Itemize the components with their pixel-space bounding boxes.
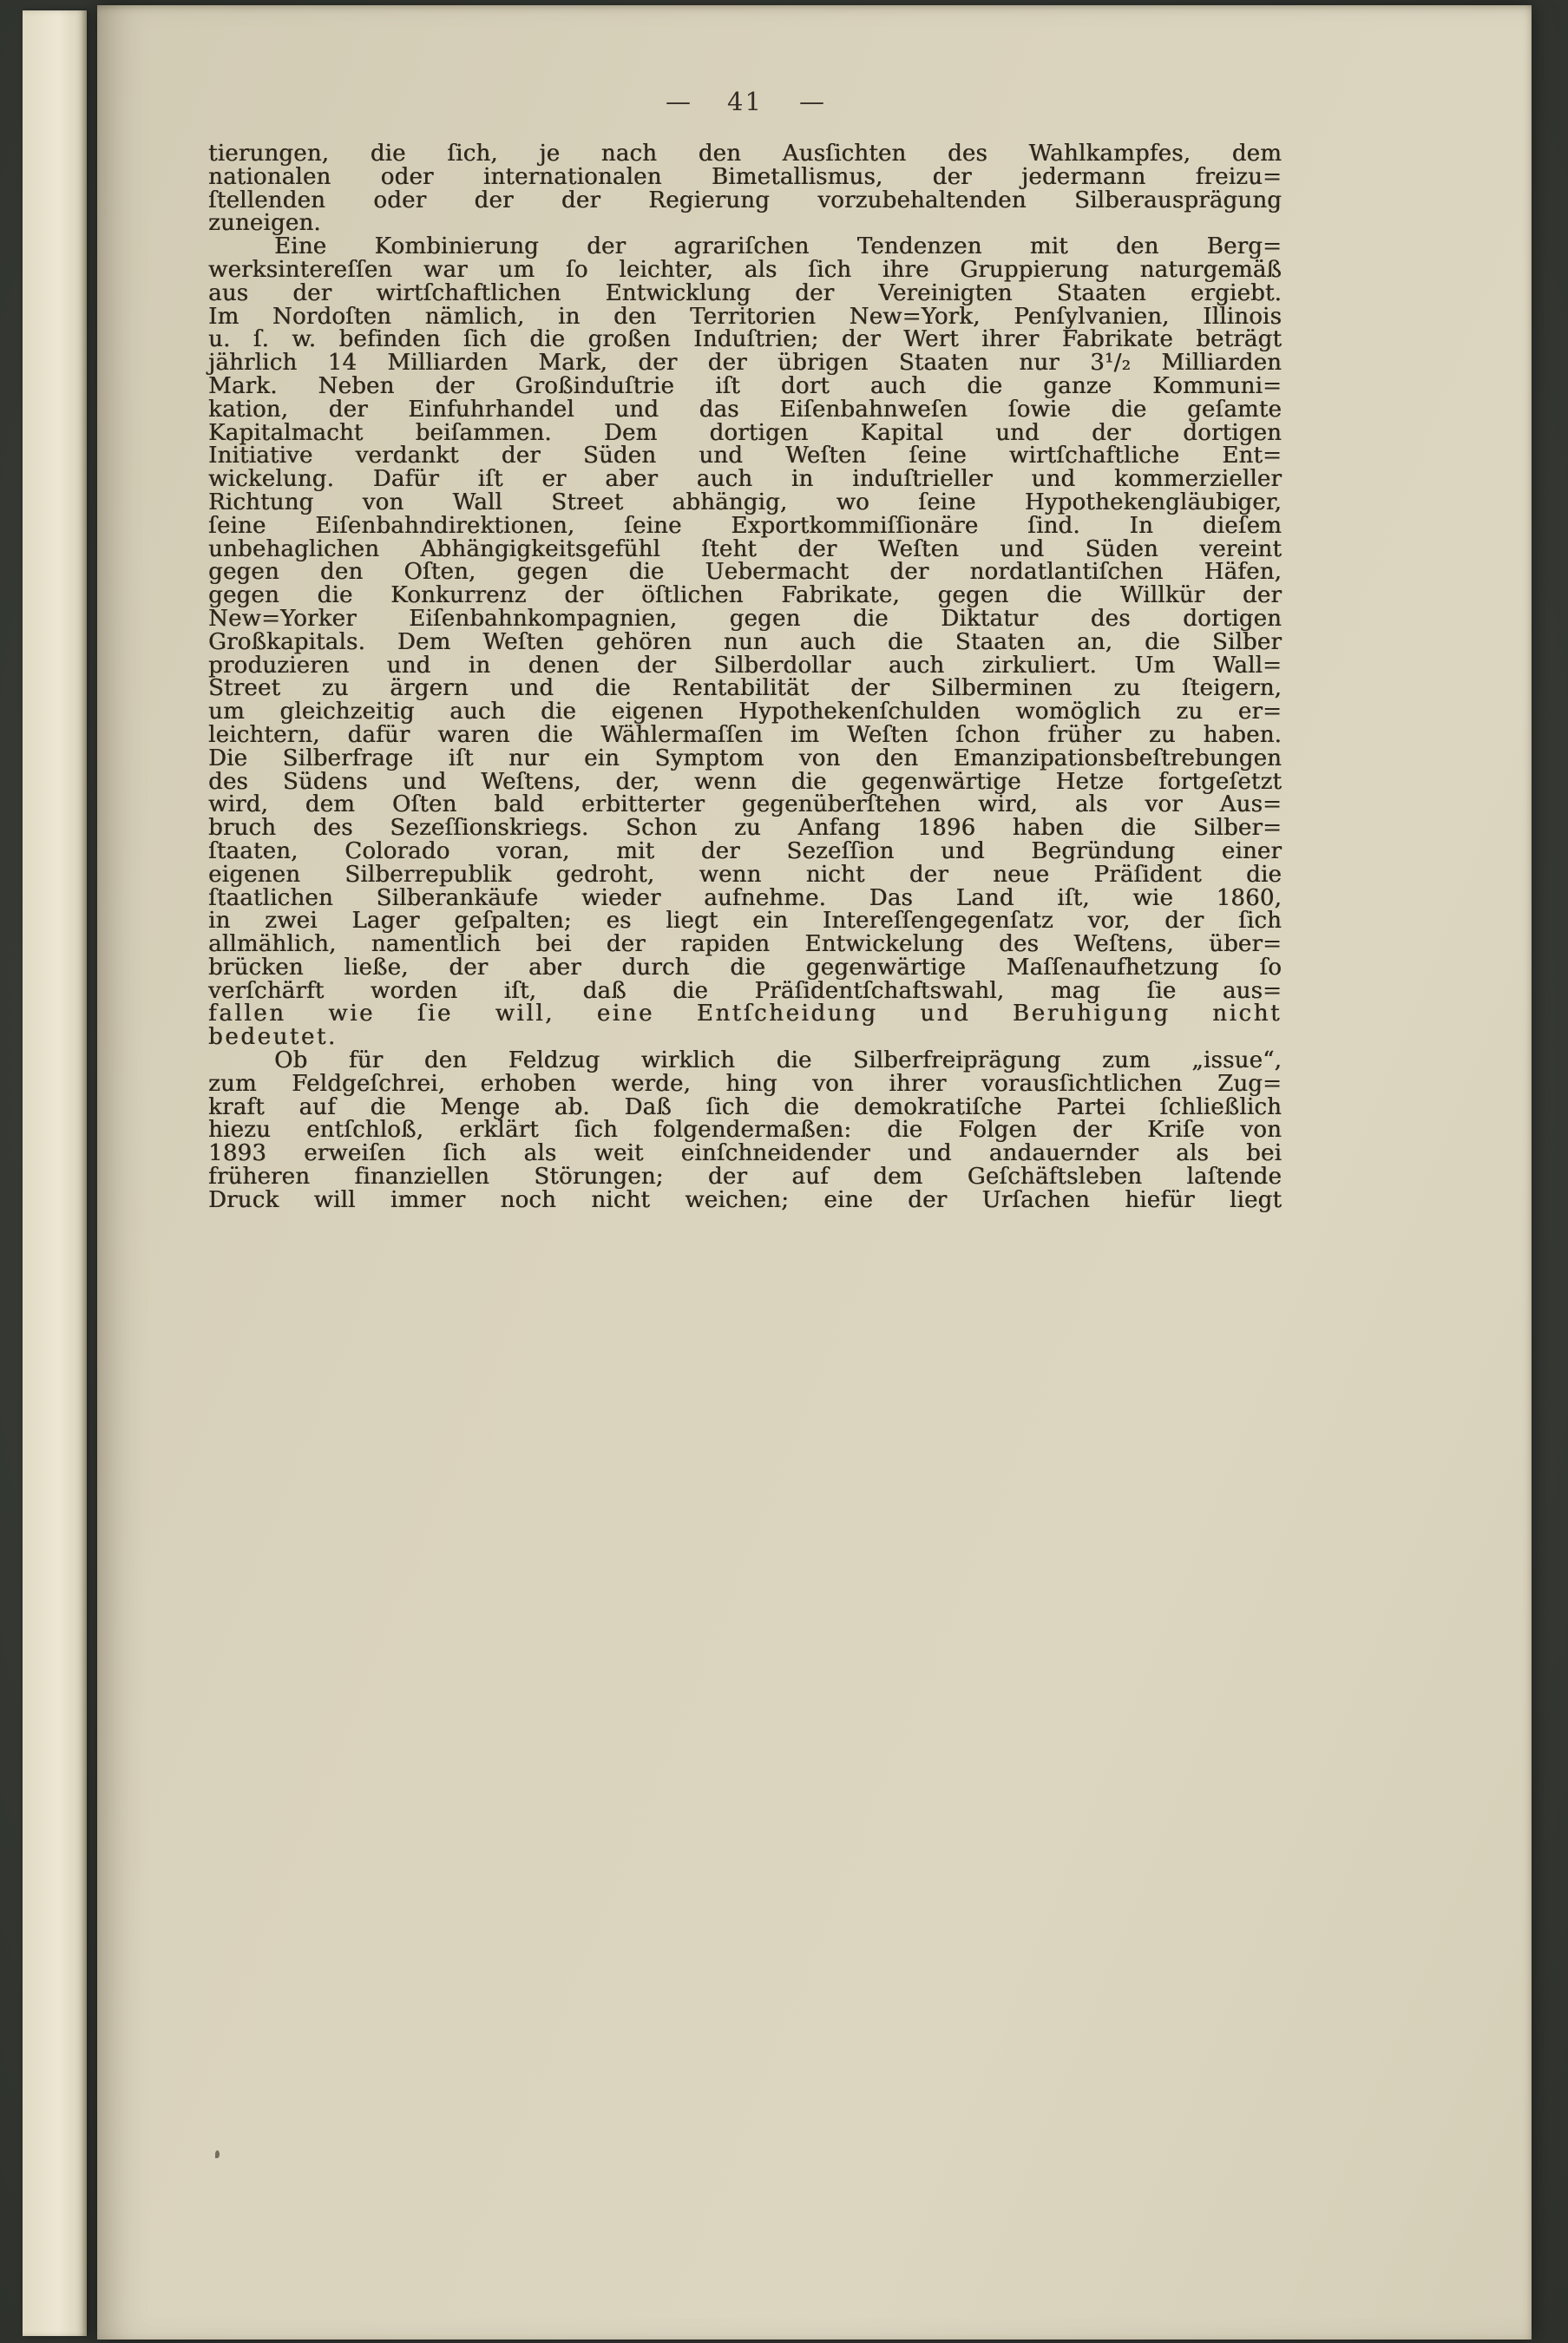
text-line: leichtern, dafür waren die Wählermaſſen im Weſten ſchon früher zu haben. [208,721,1282,748]
text-line: u. ſ. w. befinden ſich die großen Induſtrien; der Wert ihrer Fabrikate beträgt [208,326,1282,353]
text-line: tierungen, die ſich, je nach den Ausſichten des Wahlkampfes, dem [208,141,1282,167]
text-line: zuneigen. [208,210,321,237]
text-line: aus der wirtſchaftlichen Entwicklung der Vereinigten Staaten ergiebt. [208,279,1282,306]
text-line: ſtaaten, Colorado voran, mit der Sezeſſion und Begründung einer [208,837,1282,864]
text-column [208,5,1282,2340]
text-line: zum Feldgeſchrei, erhoben werde, hing von ihrer vorausſichtlichen Zug= [208,1070,1282,1097]
book-page [97,5,1532,2340]
text-line: Druck will immer noch nicht weichen; eine der Urſachen hiefür liegt [208,1186,1282,1213]
page-number: 41 [727,87,763,116]
text-line: Mark. Neben der Großinduſtrie iſt dort auch die ganze Kommuni= [208,372,1282,399]
text-line: bedeutet. [208,1024,338,1051]
text-line: fallen wie ſie will, eine Entſcheidung und Beruhigung nicht [208,1001,1282,1027]
text-line: Eine Kombinierung der agrariſchen Tendenzen mit den Berg= [274,233,1282,260]
text-line: jährlich 14 Milliarden Mark, der der übrigen Staaten nur 3¹/₂ Milliarden [208,350,1282,377]
text-line: nationalen oder internationalen Bimetallismus, der jedermann freizu= [208,163,1282,190]
text-line: werksintereſſen war um ſo leichter, als ſich ihre Gruppierung naturgemäß [208,256,1282,283]
adjacent-page-edge [23,10,87,2336]
text-line: ſtellenden oder der der Regierung vorzubehaltenden Silberausprägung [208,187,1282,213]
text-line: um gleichzeitig auch die eigenen Hypothekenſchulden womöglich zu er= [208,699,1282,725]
text-line: gegen die Konkurrenz der öſtlichen Fabrikate, gegen die Willkür der [208,582,1282,609]
text-line: Die Silberfrage iſt nur ein Symptom von den Emanzipationsbeſtrebungen [208,745,1282,771]
text-line: ſeine Eiſenbahndirektionen, ſeine Exportkommiſſionäre ſind. In dieſem [208,512,1282,539]
text-line: Im Nordoſten nämlich, in den Territorien New=York, Penſylvanien, Illinois [208,303,1282,330]
text-line: in zwei Lager geſpalten; es liegt ein Intereſſengegenſatz vor, der ſich [208,908,1282,935]
text-line: New=Yorker Eiſenbahnkompagnien, gegen die Diktatur des dortigen [208,605,1282,632]
text-block [208,142,1282,1212]
ink-speck [215,2150,220,2158]
text-line: brücken ließe, der aber durch die gegenwärtige Maſſenaufhetzung ſo [208,954,1282,981]
text-line: Ob für den Feldzug wirklich die Silberfreiprägung zum „issue“, [274,1047,1282,1074]
text-line: produzieren und in denen der Silberdollar auch zirkuliert. Um Wall= [208,652,1282,679]
text-line: allmählich, namentlich bei der rapiden Entwickelung des Weſtens, über= [208,931,1282,958]
text-line: verſchärft worden iſt, daß die Präſidentſchaftswahl, mag ſie aus= [208,977,1282,1004]
text-line: bruch des Sezeſſionskriegs. Schon zu Anfang 1896 haben die Silber= [208,815,1282,842]
page-header [208,87,1282,116]
text-line: Street zu ärgern und die Rentabilität der Silberminen zu ſteigern, [208,675,1282,702]
text-line: früheren finanziellen Störungen; der auf dem Geſchäftsleben laſtende [208,1164,1282,1191]
text-line: wird, dem Oſten bald erbitterter gegenüberſtehen wird, als vor Aus= [208,791,1282,818]
text-line: 1893 erweiſen ſich als weit einſchneidender und andauernder als bei [208,1140,1282,1167]
text-line: des Südens und Weſtens, der, wenn die gegenwärtige Hetze fortgeſetzt [208,768,1282,795]
text-line: unbehaglichen Abhängigkeitsgefühl ſteht der Weſten und Süden vereint [208,535,1282,562]
text-line: gegen den Oſten, gegen die Uebermacht der nordatlantiſchen Häfen, [208,559,1282,586]
text-line: wickelung. Dafür iſt er aber auch in induſtrieller und kommerzieller [208,466,1282,493]
text-line: Initiative verdankt der Süden und Weſten ſeine wirtſchaftliche Ent= [208,443,1282,469]
header-dash-left: — [666,87,692,116]
text-line: ſtaatlichen Silberankäufe wieder aufnehme. Das Land iſt, wie 1860, [208,884,1282,911]
text-line: eigenen Silberrepublik gedroht, wenn nicht der neue Präſident die [208,861,1282,888]
text-line: kation, der Einfuhrhandel und das Eiſenbahnweſen ſowie die geſamte [208,396,1282,423]
header-dash-right: — [798,87,824,116]
text-line: Großkapitals. Dem Weſten gehören nun auch die Staaten an, die Silber [208,628,1282,655]
text-line: Kapitalmacht beiſammen. Dem dortigen Kapital und der dortigen [208,419,1282,446]
text-line: kraft auf die Menge ab. Daß ſich die demokratiſche Partei ſchließlich [208,1093,1282,1120]
text-line: hiezu entſchloß, erklärt ſich folgendermaßen: die Folgen der Kriſe von [208,1117,1282,1144]
text-line: Richtung von Wall Street abhängig, wo ſeine Hypothekengläubiger, [208,489,1282,515]
